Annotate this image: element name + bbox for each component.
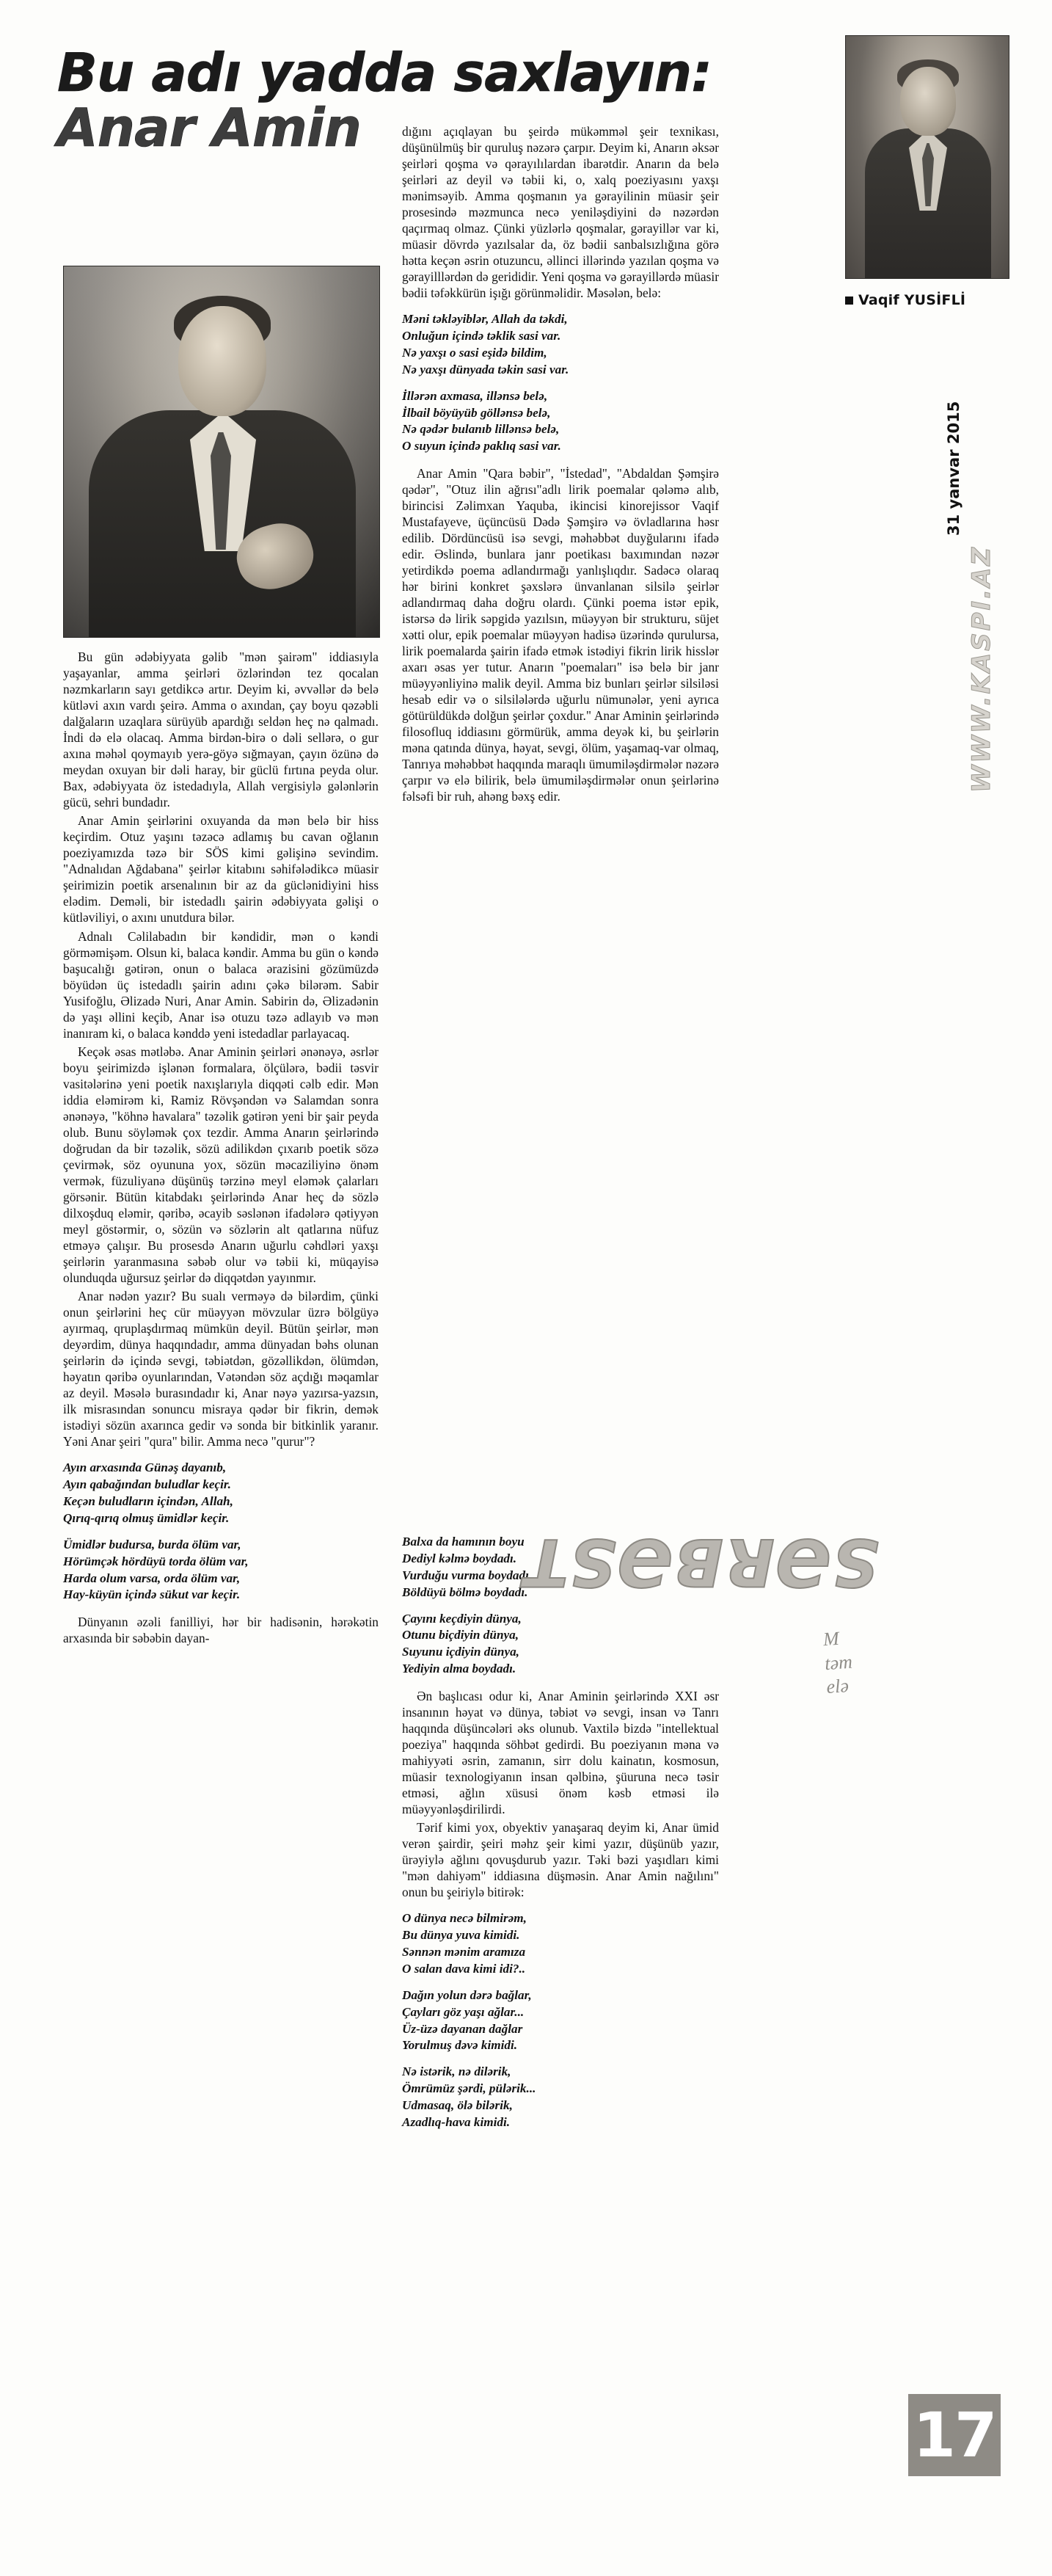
poem-line: Ümidlər budursa, burda ölüm var, <box>63 1537 241 1551</box>
poem-line: İlbail böyüyüb göllənsə belə, <box>402 405 551 420</box>
headline-line-2: Anar Amin <box>57 96 361 159</box>
poem-stanza <box>402 1910 719 2131</box>
poem-line: Onluğun içində təklik sasi var. <box>402 329 561 343</box>
poem-line: Qırıq-qırıq olmuş ümidlər keçir. <box>63 1510 230 1525</box>
poem-line: Harda olum varsa, orda ölüm var, <box>63 1571 241 1585</box>
paragraph: Anar nədən yazır? Bu sualı verməyə də bilərdim, çünki onun şeirlərini heç cür müəyyən mövzular üzrə bölgüyə ayırmaq, qruplaşdırmaq mümkün deyil. Bütün şeirlər, mən deyərdim, dünya haqqındadır, amma dünyadan bəhs olunan şeirlərin də içində sevgi, təbiətdən, gözəllikdən, ölümdən, həyatın qəribə oyunlarından, Vətəndən söz açdığı məqamlar az deyil. Məsələ burasındadır ki, Anar nəyə yazırsa-yazsın, ilk misrasından sonuncu misraya qədər bir fikrin, demək istədiyi sözün axarınca gedir və sonda bir bitkinlik yaranır. Yəni Anar şeiri "qura" bilir. Amma necə "qurur"? <box>63 1289 379 1449</box>
poem-line: Sənnən mənim aramıza <box>402 1945 526 1960</box>
poem-line: Dediyl kəlmə boydadı. <box>402 1551 517 1565</box>
author-name: Vaqif YUSİFLİ <box>858 292 966 308</box>
poem-line: Dağın yolun dərə bağlar, <box>402 1987 532 2002</box>
section-title: SƏRBƏST <box>522 1524 879 1600</box>
page-number: 17 <box>908 2394 1001 2476</box>
poem-line: Suyunu içdiyin dünya, <box>402 1645 519 1659</box>
poem-line: Böldüyü bölmə boydadı. <box>402 1584 528 1599</box>
poem-line: O salan dava kimi idi?.. <box>402 1961 526 1976</box>
subject-head-shape <box>178 306 266 416</box>
issue-date: 31 yanvar 2015 <box>945 401 962 536</box>
subject-photo <box>63 266 380 638</box>
poem-line: Azadlıq-hava kimidi. <box>402 2114 511 2129</box>
poem-line: Çayını keçdiyin dünya, <box>402 1611 522 1626</box>
paragraph: Bu gün ədəbiyyata gəlib "mən şairəm" iddiasıyla yaşayanlar, amma şeirləri özlərindən tez qocalan nəzmkarların sayı getdikcə artır. Deyim ki, əvvəllər də belə kütləvi axın vardı şeirə. Amma o axından, çay boyu qəzəbli dalğaların uzaqlara sürüyüb apardığı seldən heç nə qalmadı. İndi də elə olacaq. Amma birdən-birə o dəli sellərə, o gur axına məhəl qoymayıb yerə-göyə sığmayan, çayın özünə də meydan oxuyan bir dəli haray, bir güclü fırtına peyda olur. Bax, ədəbiyyata öz istedadıyla, Allah vergisiylə gələnlərin gücü, sehri bundadır. <box>63 650 379 810</box>
poem-stanza <box>63 1460 379 1604</box>
paragraph: Anar Amin "Qara bəbir", "İstedad", "Abdaldan Şəmşirə qədər", "Otuz ilin ağrısı"adlı lirik poemalar qələmə alıb, birincisi Zəlimxan Yaquba, ikincisi kinorejissor Vaqif Mustafayeve, üçüncüsü Dədə Şəmşirə və övladlarına həsr edilib. Dördüncüsü isə sevgi, məhəbbət duyğularını ifadə edir. Əslində, bunlara janr poetikası baxımından nəzər yetirdikdə poema adlandırmağı yanlışlıqdır. Sadəcə olaraq hər birini konkret şəxslərə ünvanlanan silsilə şeirlər adlandırmaq daha doğru olardı. Çünki poema istər epik, istərsə də lirik səpgidə yazılsın, müəyyən bir strukturu, süjet xətti olur, epik poemalar müəyyən hadisə üzərində qurulursa, lirik poemalarda şairin ifadə etmək istədiyi fikrin lirik hisslər axarı əsas yer tutur. Anarın "poemaları" isə belə bir janr müəyyənliyinə malik deyil. Amma biz bunları şeirlər silsiləsi hesab edir və o silsilələrdə uğurlu nümunələr, yeni ayrıca götürüldükdə dolğun şeirlər çoxdur." Anar Aminin şeirlərində filosofluq iddiasını görmürük, amma deyək ki, bu şeirlərin məna qatında dünya, həyat, sevgi, ölüm, yaşamaq-var olmaq, Tanrıya məhəbbət haqqında maraqlı ümumiləşdirmələr nəzərə çarpır və elə bilirik, belə ümumiləşdirmələr onun şeirlərinə fəlsəfi bir ruh, ahəng bəxş edir. <box>402 466 719 804</box>
article-column-2 <box>402 123 719 807</box>
poem-stanza <box>402 311 719 455</box>
poem-line: Çayları göz yaşı ağlar... <box>402 2004 525 2019</box>
poem-line: Otunu biçdiyin dünya, <box>402 1628 519 1642</box>
poem-line: Balxa da hamının boyu <box>402 1535 525 1549</box>
note-line: M <box>822 1627 840 1651</box>
article-column-1 <box>63 649 379 2513</box>
handwritten-note <box>822 1622 918 1738</box>
poem-line: Vurduğu vurma boydadı, <box>402 1568 533 1582</box>
poem-line: Məni təkləyiblər, Allah da təkdi, <box>402 312 568 327</box>
poem-line: Keçən buludların içindən, Allah, <box>63 1494 233 1509</box>
note-line: elə <box>825 1675 850 1698</box>
poem-line: Nə yaxşı o sasi eşidə bildim, <box>402 345 547 360</box>
poem-line: İllərən axmasa, illənsə belə, <box>402 388 548 403</box>
bullet-square-icon <box>845 296 853 305</box>
paragraph: Adnalı Cəlilabadın bir kəndidir, mən o kəndi görməmişəm. Olsun ki, balaca kəndir. Amma bu gün o kəndə başucalığı gətirən, onun o balaca ərazisini gözümüzdə böyüdən üç istedadlı şairin adını çəkə bilərəm. Sabir Yusifoğlu, Əlizadə Nuri, Anar Amin. Sabirin də, Əlizadənin də yaşı əllini keçib, Anar isə otuzu təzə adlayıb və mən inanıram ki, o balaca kənddə yeni istedadlar parlayacaq. <box>63 928 379 1041</box>
stanza-gap <box>402 1978 719 1987</box>
poem-line: Hörümçək hördüyü torda ölüm var, <box>63 1554 249 1568</box>
poem-line: Yorulmuş dəvə kimidi. <box>402 2038 518 2053</box>
paragraph: Keçək əsas mətləbə. Anar Aminin şeirləri ənənəyə, əsrlər boyu şeirimizdə işlənən formalara, ölçülərə, bədii təsvir vasitələrinə yeni poetik naxışlarıyla diqqəti cəlb edir. Mən iddia eləmirəm ki, Ramiz Rövşəndən və Salamdan sonra ənənəyə, "köhnə havalara" təzəlik gətirən yeni bir şair peyda olub. Bunu söyləmək çox tezdir. Amma Anarın şeirlərində doğrudan da bir təzəlik, sözü adilikdən çıxarıb poetik sözə çevirmək, söz oyununa yox, sözün məcaziliyinə önəm vermək, füzuliyanə düşünüş tərzinə meyl eləmək çalarları görsənir. Bütün kitabdakı şeirlərində Anar heç də sözlə dilxoşduq eləmir, qəribə, əcayib səslənən ifadələrə qətiyyən meyl göstərmir, o, sözün və sözlərin alt qatlarına nüfuz etməyə çalışır. Bu prosesdə Anarın uğurlu cəhdləri yaxşı şeirlərin yaranmasına səbəb olur və təbii ki, müqayisə olunduqda uğursuz şeirlər də diqqətdən yayınmır. <box>63 1044 379 1285</box>
note-line: təm <box>824 1651 853 1674</box>
poem-line: Üz-üzə dayanan dağlar <box>402 2021 523 2036</box>
stanza-gap <box>402 379 719 388</box>
poem-line: Nə qədər bulanıb lillənsə belə, <box>402 422 560 437</box>
paragraph: Anar Amin şeirlərini oxuyanda da mən belə bir hiss keçirdim. Otuz yaşını təzəcə adlamış bu cavan oğlanın poeziyamızda təzə bir SÖS kimi gəlişinə sevindim. "Adnalıdan Ağdabana" şeirlər kitabını səhifələdikcə müasir şeirimizin poetik arsenalının bir az da güclənidiyini hiss elədim. Deməli, bir istedadlı şairin ədəbiyyata gəlişi o kütləviliyi, o axını unutdura bilər. <box>63 813 379 925</box>
portrait-head-shape <box>900 67 956 136</box>
poem-line: Nə yaxşı dünyada təkin sasi var. <box>402 362 569 376</box>
website-watermark: WWW.KASPI.AZ <box>967 545 996 793</box>
author-portrait-photo <box>845 35 1009 279</box>
poem-line: Yediyin alma boydadı. <box>402 1662 516 1676</box>
poem-line: Udmasaq, ölə bilərik, <box>402 2098 513 2113</box>
poem-line: O dünya necə bilmirəm, <box>402 1911 527 1926</box>
stanza-gap <box>402 2054 719 2064</box>
poem-line: O suyun içində paklıq sasi var. <box>402 439 561 454</box>
poem-line: Ayın arxasında Günəş dayanıb, <box>63 1460 227 1475</box>
paragraph: Dünyanın əzəli fanilliyi, hər bir hadisənin, hərəkətin arxasında bir səbəbin dayan- <box>63 1615 379 1646</box>
right-rail <box>734 123 781 2494</box>
article-column-2-continued <box>402 1524 719 2142</box>
stanza-gap <box>63 1527 379 1537</box>
headline-line-1: Bu adı yadda saxlayın: <box>57 42 712 103</box>
paragraph: Ən başlıcası odur ki, Anar Aminin şeirlərində XXI əsr insanının həyat və dünya, təbiət və sevgi, insan və Tanrı haqqında düşüncələri əks olunub. Vaxtilə bizdə "intellektual poeziya" haqqında söhbət gedirdi. Bu poeziyanın məna və mahiyyəti əsrin, zamanın, sirr dolu kainatın, kosmosun, müasir texnologiyanın insan qəlbinə, şüuruna necə təsir etməsi, ağlın xüsusi önəm kəsb etməsi ilə müəyyənləşdirilirdi. <box>402 1689 719 1817</box>
poem-line: Bu dünya yuva kimidi. <box>402 1928 520 1943</box>
author-byline <box>845 292 965 308</box>
stanza-gap <box>402 1601 719 1611</box>
poem-line: Ömrümüz şərdi, pülərik... <box>402 2081 536 2096</box>
paragraph: Tərif kimi yox, obyektiv yanaşaraq deyim ki, Anar ümid verən şairdir, şeiri məhz şeir kimi yazır, düşünüb yazır, ürəyiylə ağlını qovuşdurub yazır. Təki bəzi yaşıdları kimi "mən dahiyəm" iddiasına düşməsin. Anar Amin nağılını" onun bu şeiriylə bitirək: <box>402 1820 719 1900</box>
paragraph: dığını açıqlayan bu şeirdə mükəmməl şeir texnikası, düşünülmüş bir quruluş nəzərə çarpır. Deyim ki, Anarın əksər şeirləri qoşma və qərayılılardan ibarətdir. Anarın da belə şeirləri az deyil və təbii ki, o, xalq poeziyasını yaxşı mənimsəyib. Amma qoşmanın ya gərayilinin müasir şeir prosesində məzmunca necə yeniləşdiyini də nəzərdən qaçırmaq olmaz. Çünki yüzlərlə qoşmalar, gərayillər var ki, müasir dövrdə yazılsalar da, öz bədii sanbalsızlığına görə hətta keçən əsrin otuzuncu, əllinci illərində yazılan qoşma və gərayilllərdən də gerididir. Yeni qoşma və gərayillərdə müasir bədii təfəkkürün işığı görünməlidir. Məsələn, belə: <box>402 124 719 301</box>
poem-line: Hay-küyün içində sükut var keçir. <box>63 1587 241 1602</box>
poem-line: Nə istərik, nə dilərik, <box>402 2064 511 2079</box>
poem-line: Ayın qabağından buludlar keçir. <box>63 1477 231 1492</box>
